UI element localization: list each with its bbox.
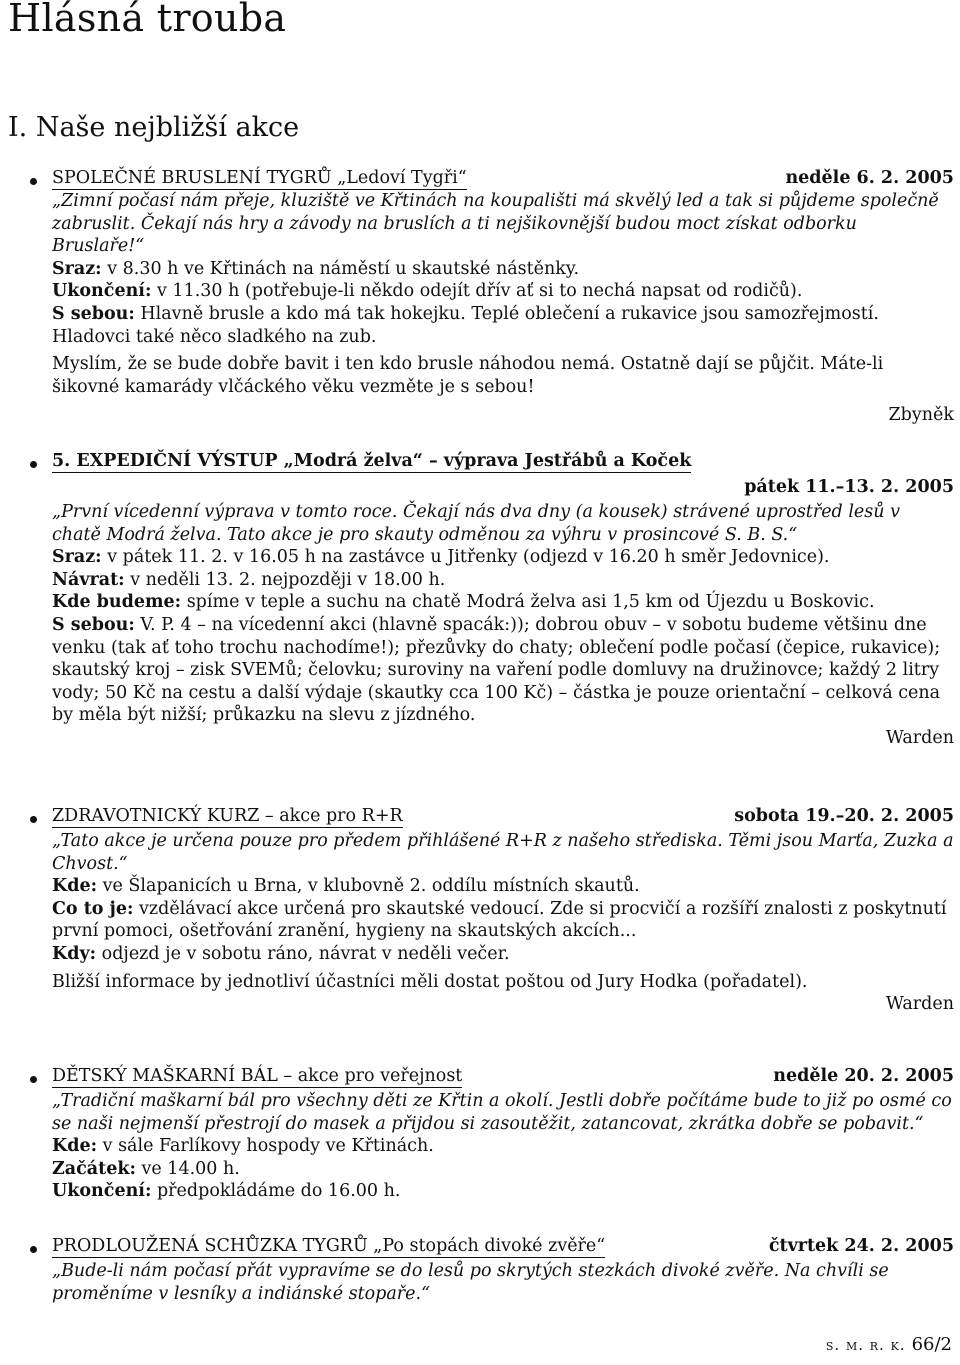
event-intro: „Zimní počasí nám přeje, kluziště ve Křtinách na koupališti má skvělý led a tak si půjdeme společně zabruslit. Čekají nás hry a závody na bruslích a ti nejšikovnější budou moct získat odborku Bruslaře!“ [52, 191, 939, 257]
where-label: Kde: [52, 876, 98, 897]
bring-text: Hlavně brusle a kdo má tak hokejku. Teplé oblečení a rukavice jsou samozřejmostí. Hladovci také něco sladkého na zub. [52, 303, 879, 347]
event-signature: Warden [885, 727, 954, 748]
what-label: Co to je: [52, 898, 134, 919]
page-footer [826, 1334, 952, 1355]
where-text: spíme v teple a suchu na chatě Modrá želva asi 1,5 km od Újezdu u Boskovic. [186, 592, 875, 613]
event-title: SPOLEČNÉ BRUSLENÍ TYGRŮ „Ledoví Tygři“ [52, 168, 467, 188]
meet-text: v 8.30 h ve Křtinách na náměstí u skautské nástěnky. [107, 258, 580, 279]
where-text: ve Šlapanicích u Brna, v klubovně 2. oddílu místních skautů. [102, 876, 640, 897]
bullet-icon [30, 1246, 37, 1253]
what-text: vzdělávací akce určená pro skautské vedoucí. Zde si procvičí a rozšíří znalosti z poskytnutí první pomoci, ošetřování zranění, hygieny na skautských akcích... [52, 898, 947, 942]
event-intro: „Tato akce je určena pouze pro předem přihlášené R+R z našeho střediska. Těmi jsou Marťa, Zuzka a Chvost.“ [52, 831, 954, 874]
event-date: neděle 20. 2. 2005 [773, 1066, 954, 1086]
end-text: předpokládáme do 16.00 h. [156, 1181, 401, 1202]
bullet-icon [30, 178, 37, 185]
event-note: Bližší informace by jednotliví účastníci měli dostat poštou od Jury Hodka (pořadatel). [52, 971, 808, 992]
when-text: odjezd je v sobotu ráno, návrat v neděli večer. [101, 943, 510, 964]
footer-issue: 66/2 [911, 1334, 952, 1355]
event-title: ZDRAVOTNICKÝ KURZ – akce pro R+R [52, 806, 403, 826]
meet-text: v pátek 11. 2. v 16.05 h na zastávce u Jitřenky (odjezd v 16.20 h směr Jedovnice). [107, 547, 830, 568]
where-text: v sále Farlíkovy hospody ve Křtinách. [102, 1136, 434, 1157]
event-title: DĚTSKÝ MAŠKARNÍ BÁL – akce pro veřejnost [52, 1066, 463, 1086]
bring-label: S sebou: [52, 303, 135, 324]
event-signature: Warden [885, 994, 954, 1015]
end-label: Ukončení: [52, 1181, 152, 1202]
meet-label: Sraz: [52, 547, 102, 568]
bullet-icon [30, 461, 37, 468]
bring-label: S sebou: [52, 614, 135, 635]
event-title: 5. EXPEDIČNÍ VÝSTUP „Modrá želva“ – výprava Jestřábů a Koček [52, 451, 692, 471]
start-text: ve 14.00 h. [141, 1158, 240, 1179]
where-label: Kde budeme: [52, 592, 182, 613]
footer-org: s. m. r. k. [825, 1336, 906, 1354]
bullet-icon [30, 1076, 37, 1083]
end-label: Ukončení: [52, 281, 152, 302]
when-label: Kdy: [52, 943, 97, 964]
event-date: čtvrtek 24. 2. 2005 [768, 1236, 954, 1256]
event-intro: „První vícedenní výprava v tomto roce. Čekají nás dva dny (a kousek) strávené uprostřed lesů v chatě Modrá želva. Tato akce je pro skauty odměnou za výhru v prosincové S. B. S.“ [52, 502, 900, 545]
event-date: neděle 6. 2. 2005 [785, 168, 954, 188]
meet-label: Sraz: [52, 258, 102, 279]
end-text: v 11.30 h (potřebuje-li někdo odejít dřív ať si to nechá napsat od rodičů). [156, 281, 803, 302]
bullet-icon [30, 816, 37, 823]
bring-text: V. P. 4 – na vícedenní akci (hlavně spacák:)); dobrou obuv – v sobotu budeme většinu dne venku (tak ať toho trochu nachodíme!); přezůvky do chaty; oblečení podle počasí (čepice, rukavice); skautský kroj – zisk SVEMů; čelovku; suroviny na vaření podle domluvy na družinovce; každý 2 litry vody; 50 Kč na cestu a další výdaje (skautky cca 100 Kč) – částka je pouze orientační – celková cena by měla být nižší; průkazku na slevu z jízdného. [52, 614, 941, 726]
event-title: PRODLOUŽENÁ SCHŮZKA TYGRŮ „Po stopách divoké zvěře“ [52, 1236, 606, 1256]
section-title: I. Naše nejbližší akce [8, 112, 300, 143]
event-note: Myslím, že se bude dobře bavit i ten kdo brusle náhodou nemá. Ostatně dají se půjčit. Máte-li šikovné kamarády vlčáckého věku vezměte je s sebou! [52, 354, 884, 397]
newsletter-title: Hlásná trouba [8, 0, 287, 40]
event-intro: „Bude-li nám počasí přát vypravíme se do lesů po skrytých stezkách divoké zvěře. Na chvíli se proměníme v lesníky a indiánské stopaře.“ [52, 1261, 889, 1304]
start-label: Začátek: [52, 1158, 136, 1179]
event-intro: „Tradiční maškarní bál pro všechny děti ze Křtin a okolí. Jestli dobře počítáme bude to již po osmé co se naši nejmenší přestrojí do masek a přijdou si zasoutěžit, zatancovat, zkrátka dobře se pobavit.“ [52, 1091, 952, 1134]
event-signature: Zbyněk [888, 405, 954, 426]
return-text: v neděli 13. 2. nejpozději v 18.00 h. [130, 569, 446, 590]
return-label: Návrat: [52, 569, 125, 590]
event-date: pátek 11.–13. 2. 2005 [744, 477, 954, 497]
where-label: Kde: [52, 1136, 98, 1157]
event-date: sobota 19.–20. 2. 2005 [734, 806, 954, 826]
